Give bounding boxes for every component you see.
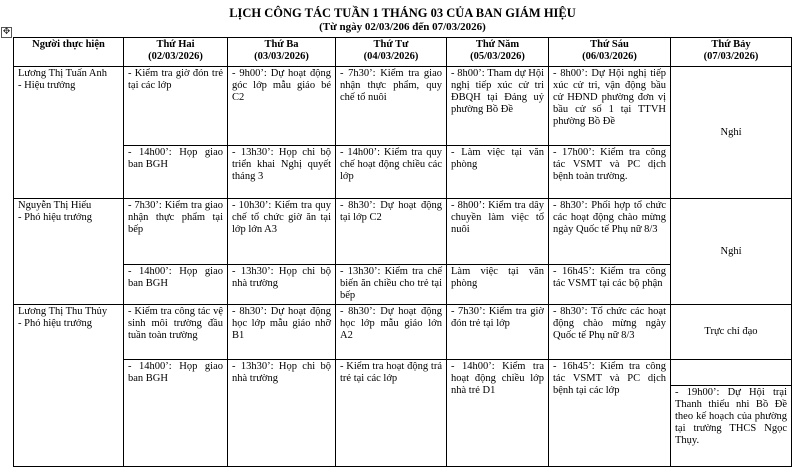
schedule-cell: - Kiểm tra hoạt động trả trẻ tại các lớp [336,360,447,467]
person-cell: Lương Thị Thu Thủy - Phó hiệu trưởng [14,305,124,467]
schedule-cell: - Kiểm tra công tác vệ sinh môi trường đầu tuần toàn trường [124,305,228,360]
schedule-cell: - 14h00’: Kiểm tra hoạt động chiều lớp nhà trẻ D1 [447,360,549,467]
schedule-cell: - 14h00’: Họp giao ban BGH [124,265,228,305]
header-wednesday: Thứ Tư (04/03/2026) [336,38,447,67]
saturday-cell: Nghỉ [671,199,792,305]
table-row [14,199,792,265]
person-cell: Nguyễn Thị Hiếu - Phó hiệu trưởng [14,199,124,305]
schedule-cell: - 14h00’: Kiểm tra quy chế hoạt động chiều các lớp [336,146,447,199]
schedule-cell: - 13h30’: Họp chi bộ nhà trường [228,360,336,467]
table-row [14,67,792,146]
table-row [14,360,792,386]
schedule-cell: - 13h30’: Họp chi bộ nhà trường [228,265,336,305]
schedule-cell: - 8h30’: Dự hoạt động tại lớp C2 [336,199,447,265]
header-person: Người thực hiện [14,38,124,67]
saturday-cell: - 19h00’: Dự Hội trại Thanh thiếu nhi Bồ Đề theo kế hoạch của phường tại trường THCS Ngọc Thụy. [671,386,792,467]
table-move-handle-icon[interactable]: ✥ [2,27,11,37]
saturday-cell: Nghỉ [671,67,792,199]
schedule-cell: - 14h00’: Họp giao ban BGH [124,146,228,199]
schedule-cell: - 8h30’: Dự hoạt động học lớp mẫu giáo lớn A2 [336,305,447,360]
schedule-cell: - 10h30’: Kiểm tra quy chế tổ chức giờ ăn tại lớp lớn A3 [228,199,336,265]
saturday-cell: Trực chỉ đạo [671,305,792,360]
schedule-date-range: (Từ ngày 02/03/206 đến 07/03/2026) [319,21,486,33]
schedule-cell: - 7h30’: Kiểm tra giao nhận thực phẩm, quy chế tổ nuôi [336,67,447,146]
schedule-cell: - 8h00’: Tham dự Hội nghị tiếp xúc cử tri ĐBQH tại Đảng uỷ phường Bồ Đề [447,67,549,146]
schedule-cell: - Kiểm tra giờ đón trẻ tại các lớp [124,67,228,146]
schedule-title: LỊCH CÔNG TÁC TUẦN 1 THÁNG 03 CỦA BAN GIÁM HIỆU [229,6,576,20]
header-thursday: Thứ Năm (05/03/2026) [447,38,549,67]
schedule-cell: - 7h30’: Kiểm tra giờ đón trẻ tại lớp [447,305,549,360]
person-cell: Lương Thị Tuấn Anh - Hiệu trưởng [14,67,124,199]
schedule-table [13,37,792,467]
schedule-cell: Làm việc tại văn phòng [447,265,549,305]
header-row [14,38,792,67]
schedule-cell: - 7h30’: Kiểm tra giao nhận thực phẩm tại bếp [124,199,228,265]
saturday-blank-cell [671,360,792,386]
schedule-cell: - 13h30’: Họp chi bộ triển khai Nghị quyết tháng 3 [228,146,336,199]
header-monday: Thứ Hai (02/03/2026) [124,38,228,67]
schedule-cell: - 14h00’: Họp giao ban BGH [124,360,228,467]
schedule-cell: - 16h45’: Kiểm tra công tác VSMT tại các bộ phận [549,265,671,305]
schedule-cell: - 8h00’: Kiểm tra dây chuyền làm việc tổ nuôi [447,199,549,265]
schedule-cell: - 8h00’: Dự Hội nghị tiếp xúc cử tri, vận động bầu cử HĐND phường đơn vị bầu cử số 1 tại TTVH phường Bồ Đề [549,67,671,146]
schedule-cell: - 9h00’: Dự hoạt động góc lớp mẫu giáo bé C2 [228,67,336,146]
header-tuesday: Thứ Ba (03/03/2026) [228,38,336,67]
table-row [14,305,792,360]
schedule-cell: - 16h45’: Kiểm tra công tác VSMT và PC dịch bệnh tại các lớp [549,360,671,467]
schedule-cell: - Làm việc tại văn phòng [447,146,549,199]
schedule-cell: - 17h00’: Kiểm tra công tác VSMT và PC dịch bệnh toàn trường. [549,146,671,199]
header-saturday: Thứ Bảy (07/03/2026) [671,38,792,67]
schedule-cell: - 8h30’: Dự hoạt động học lớp mẫu giáo nhỡ B1 [228,305,336,360]
schedule-cell: - 8h30’: Tổ chức các hoạt động chào mừng ngày Quốc tế Phụ nữ 8/3 [549,305,671,360]
schedule-cell: - 8h30’: Phối hợp tổ chức các hoạt động chào mừng ngày Quốc tế Phụ nữ 8/3 [549,199,671,265]
schedule-cell: - 13h30’: Kiểm tra chế biến ăn chiều cho trẻ tại bếp [336,265,447,305]
header-friday: Thứ Sáu (06/03/2026) [549,38,671,67]
